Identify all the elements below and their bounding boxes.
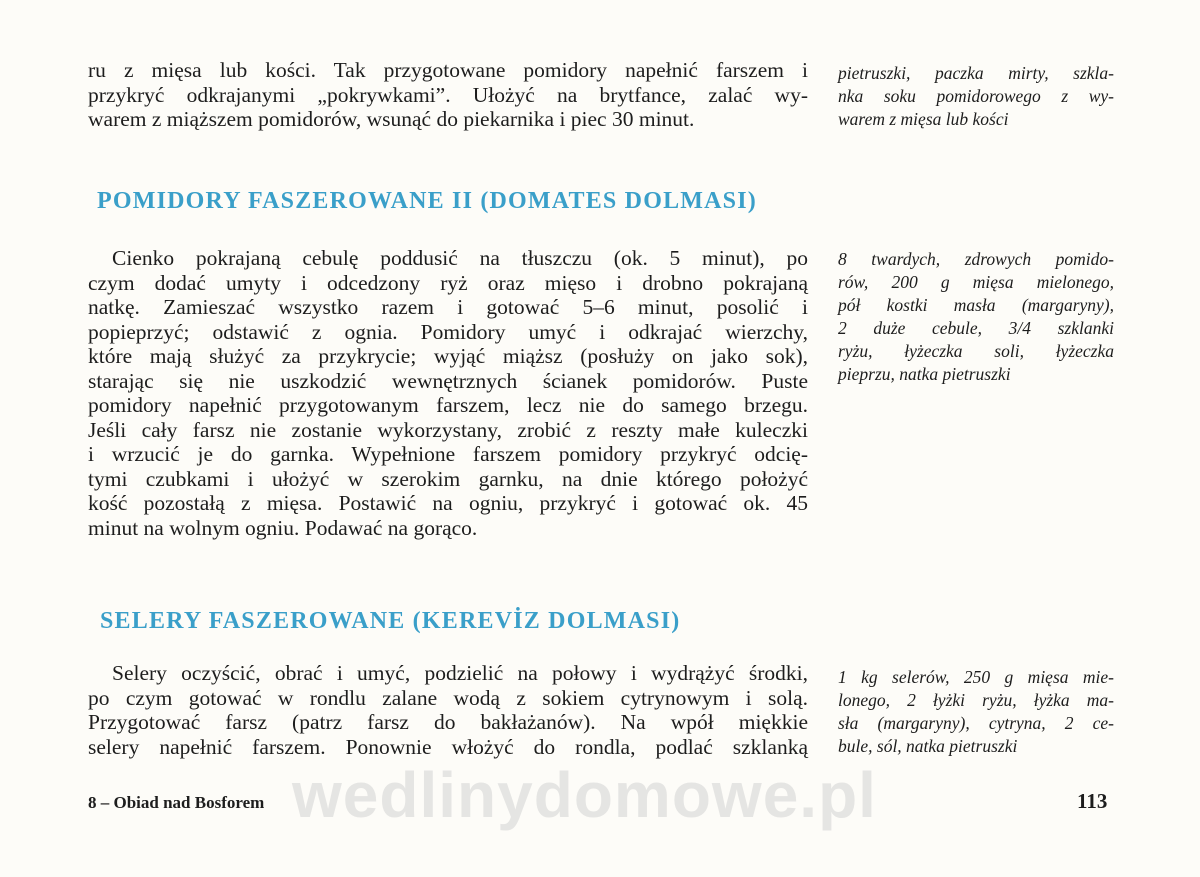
text-line: które mają służyć za przykrycie; wyjąć miąższ (posłuży on jako sok), <box>88 344 808 368</box>
recipe-title: POMIDORY FASZEROWANE II (DOMATES DOLMASI) <box>97 188 757 214</box>
text-line: Cienko pokrajaną cebulę poddusić na tłuszczu (ok. 5 minut), po <box>112 246 808 270</box>
ingredient-line: bule, sól, natka pietruszki <box>838 736 1018 756</box>
text-line: selery napełnić farszem. Ponownie włożyć do rondla, podlać szklanką <box>88 734 808 759</box>
text-line: i wrzucić je do garnka. Wypełnione farszem pomidory przykryć odcię- <box>88 442 808 466</box>
recipe-ingredients <box>838 666 1114 758</box>
recipe-instructions <box>88 246 808 540</box>
ingredient-line: warem z mięsa lub kości <box>838 109 1009 129</box>
ingredient-line: pieprzu, natka pietruszki <box>838 364 1011 384</box>
text-line: pomidory napełnić przygotowanym farszem, lecz nie do samego brzegu. <box>88 393 808 417</box>
recipe-title: SELERY FASZEROWANE (KEREVİZ DOLMASI) <box>100 608 681 634</box>
intro-ingredients <box>838 62 1114 131</box>
text-line: Selery oczyścić, obrać i umyć, podzielić na połowy i wydrążyć środki, <box>112 661 808 685</box>
text-line: starając się nie uszkodzić wewnętrznych ścianek pomidorów. Puste <box>88 368 808 393</box>
text-line: Przygotować farsz (patrz farsz do bakłażanów). Na wpół miękkie <box>88 710 808 734</box>
text-line: popieprzyć; odstawić z ognia. Pomidory umyć i odkrajać wierzchy, <box>88 319 808 344</box>
ingredient-line: pół kostki masła (margaryny), <box>838 295 1114 315</box>
text-line: minut na wolnym ogniu. Podawać na gorąco. <box>88 515 478 540</box>
intro-text <box>88 58 808 132</box>
ingredient-line: 2 duże cebule, 3/4 szklanki <box>838 318 1114 338</box>
recipe-ingredients <box>838 248 1114 386</box>
watermark: wedlinydomowe.pl <box>292 759 877 831</box>
ingredient-line: lonego, 2 łyżki ryżu, łyżka ma- <box>838 690 1114 710</box>
recipe-instructions <box>88 661 808 759</box>
ingredient-line: 1 kg selerów, 250 g mięsa mie- <box>838 667 1114 687</box>
ingredient-line: nka soku pomidorowego z wy- <box>838 86 1114 106</box>
text-line: kość pozostałą z mięsa. Postawić na ogniu, przykryć i gotować ok. 45 <box>88 491 808 515</box>
text-line: po czym gotować w rondlu zalane wodą z sokiem cytrynowym i solą. <box>88 685 808 710</box>
ingredient-line: pietruszki, paczka mirty, szkla- <box>838 63 1114 83</box>
text-line: czym dodać umyty i odcedzony ryż oraz mięso i drobno pokrajaną <box>88 270 808 295</box>
ingredient-line: sła (margaryny), cytryna, 2 ce- <box>838 713 1114 733</box>
text-line: ru z mięsa lub kości. Tak przygotowane pomidory napełnić farszem i <box>88 58 808 82</box>
ingredient-line: rów, 200 g mięsa mielonego, <box>838 272 1114 292</box>
chapter-footer: 8 – Obiad nad Bosforem <box>88 793 265 812</box>
ingredient-line: ryżu, łyżeczka soli, łyżeczka <box>838 341 1114 361</box>
text-line: przykryć odkrajanymi „pokrywkami”. Ułożyć na brytfance, zalać wy- <box>88 82 808 107</box>
page-number: 113 <box>1077 789 1108 813</box>
text-line: natkę. Zamieszać wszystko razem i gotować 5–6 minut, posolić i <box>88 295 808 319</box>
ingredient-line: 8 twardych, zdrowych pomido- <box>838 249 1114 269</box>
text-line: warem z miąższem pomidorów, wsunąć do piekarnika i piec 30 minut. <box>88 107 695 131</box>
text-line: Jeśli cały farsz nie zostanie wykorzystany, zrobić z reszty małe kuleczki <box>88 417 808 442</box>
text-line: tymi czubkami i ułożyć w szerokim garnku, na dnie którego położyć <box>88 466 808 491</box>
